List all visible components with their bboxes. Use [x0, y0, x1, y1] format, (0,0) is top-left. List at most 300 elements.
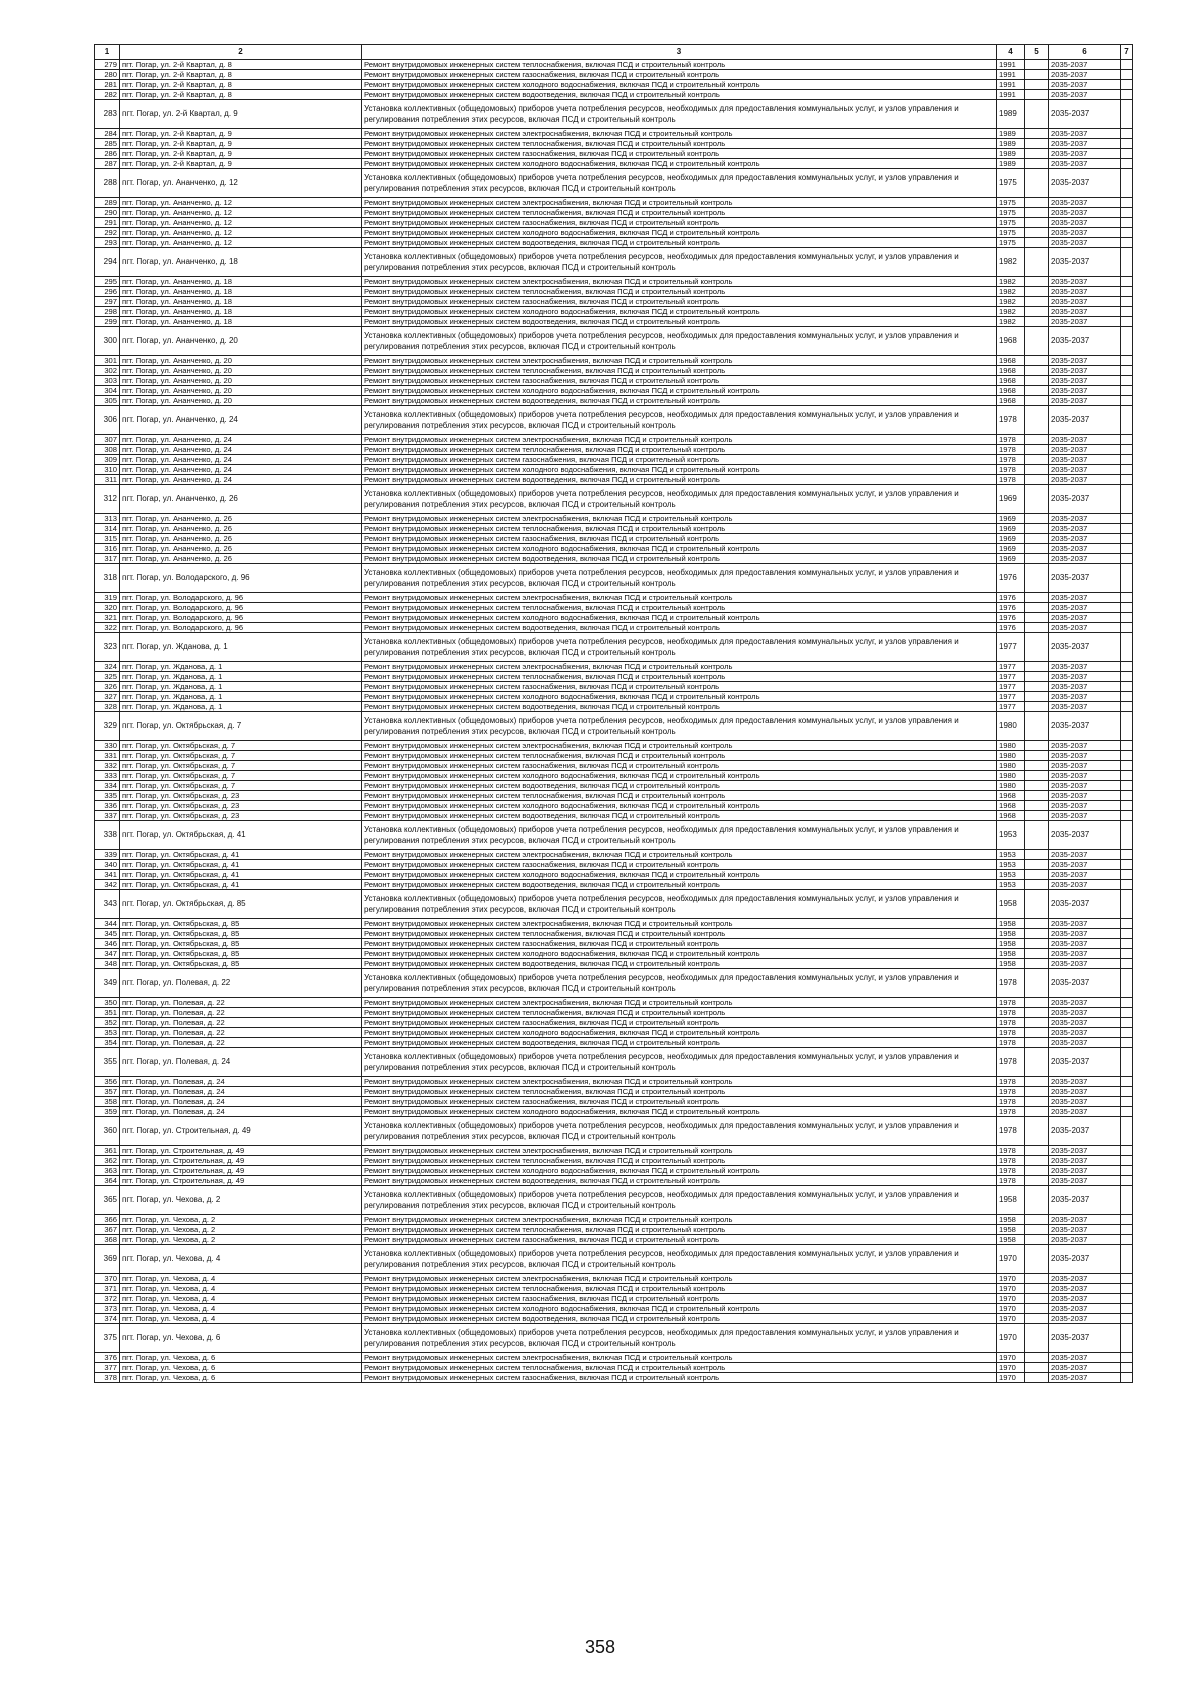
address: пгт. Погар, ул. Чехова, д. 6 [120, 1353, 362, 1363]
table-row [95, 1146, 1133, 1156]
period: 2035-2037 [1049, 475, 1121, 485]
year-built: 1970 [997, 1304, 1025, 1314]
row-number: 373 [95, 1304, 120, 1314]
work-type: Ремонт внутридомовых инженерных систем теплоснабжения, включая ПСД и строительный контроль [362, 1363, 997, 1373]
period: 2035-2037 [1049, 969, 1121, 998]
column-7 [1121, 1008, 1133, 1018]
period: 2035-2037 [1049, 860, 1121, 870]
year-built: 1958 [997, 949, 1025, 959]
column-7 [1121, 287, 1133, 297]
column-7 [1121, 327, 1133, 356]
table-row [95, 1235, 1133, 1245]
column-5 [1025, 1245, 1049, 1274]
work-type: Ремонт внутридомовых инженерных систем теплоснабжения, включая ПСД и строительный контроль [362, 1225, 997, 1235]
period: 2035-2037 [1049, 1077, 1121, 1087]
address: пгт. Погар, ул. Октябрьская, д. 85 [120, 890, 362, 919]
table-row [95, 801, 1133, 811]
row-number: 320 [95, 603, 120, 613]
column-5 [1025, 1117, 1049, 1146]
table-row [95, 287, 1133, 297]
row-number: 312 [95, 485, 120, 514]
table-row [95, 60, 1133, 70]
column-5 [1025, 702, 1049, 712]
work-type: Установка коллективных (общедомовых) приборов учета потребления ресурсов, необходимых для предоставления коммунальных услуг, и узлов управления и регулирования потребления этих ресурсов, включая ПСД и строительный контроль [362, 169, 997, 198]
column-5 [1025, 248, 1049, 277]
row-number: 321 [95, 613, 120, 623]
year-built: 1978 [997, 969, 1025, 998]
row-number: 339 [95, 850, 120, 860]
row-number: 325 [95, 672, 120, 682]
work-type: Ремонт внутридомовых инженерных систем газоснабжения, включая ПСД и строительный контроль [362, 939, 997, 949]
table-row [95, 860, 1133, 870]
address: пгт. Погар, ул. Жданова, д. 1 [120, 633, 362, 662]
period: 2035-2037 [1049, 1107, 1121, 1117]
address: пгт. Погар, ул. Чехова, д. 4 [120, 1304, 362, 1314]
period: 2035-2037 [1049, 850, 1121, 860]
row-number: 360 [95, 1117, 120, 1146]
period: 2035-2037 [1049, 919, 1121, 929]
period: 2035-2037 [1049, 386, 1121, 396]
year-built: 1978 [997, 1156, 1025, 1166]
column-5 [1025, 139, 1049, 149]
column-5 [1025, 1294, 1049, 1304]
year-built: 1982 [997, 317, 1025, 327]
address: пгт. Погар, ул. Ананченко, д. 26 [120, 514, 362, 524]
period: 2035-2037 [1049, 129, 1121, 139]
column-7 [1121, 959, 1133, 969]
column-7 [1121, 1097, 1133, 1107]
column-7 [1121, 1225, 1133, 1235]
year-built: 1970 [997, 1373, 1025, 1383]
table-row [95, 1176, 1133, 1186]
year-built: 1989 [997, 159, 1025, 169]
address: пгт. Погар, ул. Ананченко, д. 18 [120, 297, 362, 307]
row-number: 338 [95, 821, 120, 850]
address: пгт. Погар, ул. 2-й Квартал, д. 9 [120, 139, 362, 149]
address: пгт. Погар, ул. 2-й Квартал, д. 9 [120, 159, 362, 169]
address: пгт. Погар, ул. Октябрьская, д. 41 [120, 850, 362, 860]
table-row [95, 544, 1133, 554]
table-row [95, 159, 1133, 169]
year-built: 1968 [997, 356, 1025, 366]
table-row [95, 1117, 1133, 1146]
column-7 [1121, 603, 1133, 613]
table-row [95, 534, 1133, 544]
work-type: Ремонт внутридомовых инженерных систем холодного водоснабжения, включая ПСД и строительный контроль [362, 1304, 997, 1314]
address: пгт. Погар, ул. Чехова, д. 4 [120, 1314, 362, 1324]
address: пгт. Погар, ул. Ананченко, д. 20 [120, 386, 362, 396]
column-5 [1025, 712, 1049, 741]
table-row [95, 939, 1133, 949]
work-type: Ремонт внутридомовых инженерных систем газоснабжения, включая ПСД и строительный контроль [362, 682, 997, 692]
period: 2035-2037 [1049, 939, 1121, 949]
works-table [94, 44, 1133, 1383]
year-built: 1968 [997, 811, 1025, 821]
work-type: Ремонт внутридомовых инженерных систем электроснабжения, включая ПСД и строительный контроль [362, 593, 997, 603]
year-built: 1958 [997, 959, 1025, 969]
address: пгт. Погар, ул. Полевая, д. 24 [120, 1107, 362, 1117]
period: 2035-2037 [1049, 712, 1121, 741]
column-7 [1121, 366, 1133, 376]
work-type: Установка коллективных (общедомовых) приборов учета потребления ресурсов, необходимых для предоставления коммунальных услуг, и узлов управления и регулирования потребления этих ресурсов, включая ПСД и строительный контроль [362, 564, 997, 593]
table-row [95, 435, 1133, 445]
row-number: 279 [95, 60, 120, 70]
work-type: Ремонт внутридомовых инженерных систем холодного водоснабжения, включая ПСД и строительный контроль [362, 1107, 997, 1117]
row-number: 376 [95, 1353, 120, 1363]
address: пгт. Погар, ул. Октябрьская, д. 41 [120, 880, 362, 890]
period: 2035-2037 [1049, 80, 1121, 90]
work-type: Ремонт внутридомовых инженерных систем холодного водоснабжения, включая ПСД и строительный контроль [362, 544, 997, 554]
address: пгт. Погар, ул. Чехова, д. 2 [120, 1215, 362, 1225]
column-7 [1121, 1284, 1133, 1294]
column-5 [1025, 485, 1049, 514]
period: 2035-2037 [1049, 1284, 1121, 1294]
work-type: Ремонт внутридомовых инженерных систем теплоснабжения, включая ПСД и строительный контроль [362, 1156, 997, 1166]
column-7 [1121, 1166, 1133, 1176]
table-row [95, 406, 1133, 435]
period: 2035-2037 [1049, 485, 1121, 514]
work-type: Ремонт внутридомовых инженерных систем водоотведения, включая ПСД и строительный контроль [362, 702, 997, 712]
column-5 [1025, 1186, 1049, 1215]
address: пгт. Погар, ул. Октябрьская, д. 23 [120, 811, 362, 821]
year-built: 1977 [997, 672, 1025, 682]
address: пгт. Погар, ул. Ананченко, д. 20 [120, 356, 362, 366]
row-number: 322 [95, 623, 120, 633]
address: пгт. Погар, ул. Ананченко, д. 12 [120, 208, 362, 218]
work-type: Ремонт внутридомовых инженерных систем теплоснабжения, включая ПСД и строительный контроль [362, 1284, 997, 1294]
address: пгт. Погар, ул. Чехова, д. 4 [120, 1245, 362, 1274]
work-type: Ремонт внутридомовых инженерных систем водоотведения, включая ПСД и строительный контроль [362, 1038, 997, 1048]
address: пгт. Погар, ул. Октябрьская, д. 7 [120, 771, 362, 781]
address: пгт. Погар, ул. Чехова, д. 2 [120, 1186, 362, 1215]
year-built: 1970 [997, 1284, 1025, 1294]
column-5 [1025, 376, 1049, 386]
column-5 [1025, 1077, 1049, 1087]
row-number: 368 [95, 1235, 120, 1245]
column-5 [1025, 159, 1049, 169]
column-7 [1121, 998, 1133, 1008]
year-built: 1991 [997, 60, 1025, 70]
year-built: 1980 [997, 771, 1025, 781]
address: пгт. Погар, ул. 2-й Квартал, д. 8 [120, 70, 362, 80]
period: 2035-2037 [1049, 801, 1121, 811]
year-built: 1978 [997, 1028, 1025, 1038]
address: пгт. Погар, ул. Чехова, д. 6 [120, 1363, 362, 1373]
row-number: 347 [95, 949, 120, 959]
column-7 [1121, 672, 1133, 682]
period: 2035-2037 [1049, 692, 1121, 702]
row-number: 336 [95, 801, 120, 811]
work-type: Ремонт внутридомовых инженерных систем холодного водоснабжения, включая ПСД и строительный контроль [362, 228, 997, 238]
work-type: Установка коллективных (общедомовых) приборов учета потребления ресурсов, необходимых для предоставления коммунальных услуг, и узлов управления и регулирования потребления этих ресурсов, включая ПСД и строительный контроль [362, 969, 997, 998]
row-number: 329 [95, 712, 120, 741]
table-row [95, 475, 1133, 485]
year-built: 1976 [997, 564, 1025, 593]
work-type: Ремонт внутридомовых инженерных систем холодного водоснабжения, включая ПСД и строительный контроль [362, 613, 997, 623]
column-5 [1025, 791, 1049, 801]
work-type: Ремонт внутридомовых инженерных систем водоотведения, включая ПСД и строительный контроль [362, 781, 997, 791]
address: пгт. Погар, ул. Ананченко, д. 12 [120, 228, 362, 238]
address: пгт. Погар, ул. Октябрьская, д. 23 [120, 791, 362, 801]
column-5 [1025, 327, 1049, 356]
column-7 [1121, 554, 1133, 564]
work-type: Установка коллективных (общедомовых) приборов учета потребления ресурсов, необходимых для предоставления коммунальных услуг, и узлов управления и регулирования потребления этих ресурсов, включая ПСД и строительный контроль [362, 100, 997, 129]
period: 2035-2037 [1049, 998, 1121, 1008]
table-row [95, 327, 1133, 356]
header-cell-2: 2 [120, 45, 362, 60]
table-row [95, 1304, 1133, 1314]
period: 2035-2037 [1049, 149, 1121, 159]
column-7 [1121, 198, 1133, 208]
column-5 [1025, 435, 1049, 445]
work-type: Ремонт внутридомовых инженерных систем электроснабжения, включая ПСД и строительный контроль [362, 1353, 997, 1363]
period: 2035-2037 [1049, 870, 1121, 880]
column-7 [1121, 811, 1133, 821]
year-built: 1977 [997, 702, 1025, 712]
work-type: Установка коллективных (общедомовых) приборов учета потребления ресурсов, необходимых для предоставления коммунальных услуг, и узлов управления и регулирования потребления этих ресурсов, включая ПСД и строительный контроль [362, 1117, 997, 1146]
column-7 [1121, 238, 1133, 248]
year-built: 1978 [997, 445, 1025, 455]
table-row [95, 850, 1133, 860]
address: пгт. Погар, ул. Чехова, д. 6 [120, 1373, 362, 1383]
address: пгт. Погар, ул. Жданова, д. 1 [120, 672, 362, 682]
column-5 [1025, 534, 1049, 544]
column-7 [1121, 860, 1133, 870]
column-7 [1121, 1048, 1133, 1077]
work-type: Ремонт внутридомовых инженерных систем теплоснабжения, включая ПСД и строительный контроль [362, 1087, 997, 1097]
period: 2035-2037 [1049, 238, 1121, 248]
column-7 [1121, 386, 1133, 396]
row-number: 304 [95, 386, 120, 396]
table-row [95, 821, 1133, 850]
table-row [95, 1156, 1133, 1166]
address: пгт. Погар, ул. Володарского, д. 96 [120, 613, 362, 623]
row-number: 280 [95, 70, 120, 80]
address: пгт. Погар, ул. Жданова, д. 1 [120, 682, 362, 692]
address: пгт. Погар, ул. Полевая, д. 22 [120, 1018, 362, 1028]
address: пгт. Погар, ул. Октябрьская, д. 85 [120, 929, 362, 939]
table-row [95, 554, 1133, 564]
column-7 [1121, 1117, 1133, 1146]
table-row [95, 1314, 1133, 1324]
work-type: Ремонт внутридомовых инженерных систем электроснабжения, включая ПСД и строительный контроль [362, 356, 997, 366]
work-type: Ремонт внутридомовых инженерных систем теплоснабжения, включая ПСД и строительный контроль [362, 672, 997, 682]
address: пгт. Погар, ул. Жданова, д. 1 [120, 702, 362, 712]
period: 2035-2037 [1049, 702, 1121, 712]
year-built: 1975 [997, 169, 1025, 198]
table-row [95, 741, 1133, 751]
year-built: 1976 [997, 623, 1025, 633]
address: пгт. Погар, ул. Октябрьская, д. 7 [120, 761, 362, 771]
work-type: Ремонт внутридомовых инженерных систем теплоснабжения, включая ПСД и строительный контроль [362, 524, 997, 534]
year-built: 1958 [997, 1225, 1025, 1235]
address: пгт. Погар, ул. 2-й Квартал, д. 9 [120, 129, 362, 139]
address: пгт. Погар, ул. Октябрьская, д. 41 [120, 821, 362, 850]
table-row [95, 870, 1133, 880]
year-built: 1958 [997, 1186, 1025, 1215]
year-built: 1976 [997, 603, 1025, 613]
work-type: Ремонт внутридомовых инженерных систем газоснабжения, включая ПСД и строительный контроль [362, 70, 997, 80]
year-built: 1969 [997, 514, 1025, 524]
table-row [95, 1077, 1133, 1087]
row-number: 331 [95, 751, 120, 761]
column-7 [1121, 524, 1133, 534]
column-5 [1025, 1018, 1049, 1028]
column-5 [1025, 692, 1049, 702]
column-7 [1121, 692, 1133, 702]
table-row [95, 1324, 1133, 1353]
table-row [95, 317, 1133, 327]
work-type: Установка коллективных (общедомовых) приборов учета потребления ресурсов, необходимых для предоставления коммунальных услуг, и узлов управления и регулирования потребления этих ресурсов, включая ПСД и строительный контроль [362, 821, 997, 850]
row-number: 294 [95, 248, 120, 277]
column-5 [1025, 1314, 1049, 1324]
column-7 [1121, 623, 1133, 633]
period: 2035-2037 [1049, 1117, 1121, 1146]
period: 2035-2037 [1049, 465, 1121, 475]
work-type: Ремонт внутридомовых инженерных систем водоотведения, включая ПСД и строительный контроль [362, 811, 997, 821]
year-built: 1982 [997, 287, 1025, 297]
column-7 [1121, 228, 1133, 238]
address: пгт. Погар, ул. Ананченко, д. 24 [120, 465, 362, 475]
column-5 [1025, 1107, 1049, 1117]
work-type: Ремонт внутридомовых инженерных систем холодного водоснабжения, включая ПСД и строительный контроль [362, 386, 997, 396]
work-type: Ремонт внутридомовых инженерных систем электроснабжения, включая ПСД и строительный контроль [362, 741, 997, 751]
period: 2035-2037 [1049, 1294, 1121, 1304]
column-7 [1121, 791, 1133, 801]
column-7 [1121, 564, 1133, 593]
address: пгт. Погар, ул. Ананченко, д. 26 [120, 524, 362, 534]
year-built: 1968 [997, 801, 1025, 811]
period: 2035-2037 [1049, 1245, 1121, 1274]
year-built: 1978 [997, 998, 1025, 1008]
table-row [95, 1215, 1133, 1225]
year-built: 1958 [997, 1215, 1025, 1225]
period: 2035-2037 [1049, 60, 1121, 70]
address: пгт. Погар, ул. Полевая, д. 22 [120, 1028, 362, 1038]
work-type: Ремонт внутридомовых инженерных систем водоотведения, включая ПСД и строительный контроль [362, 1314, 997, 1324]
year-built: 1970 [997, 1245, 1025, 1274]
column-7 [1121, 1146, 1133, 1156]
period: 2035-2037 [1049, 139, 1121, 149]
row-number: 284 [95, 129, 120, 139]
period: 2035-2037 [1049, 623, 1121, 633]
table-row [95, 633, 1133, 662]
work-type: Ремонт внутридомовых инженерных систем электроснабжения, включая ПСД и строительный контроль [362, 129, 997, 139]
address: пгт. Погар, ул. 2-й Квартал, д. 9 [120, 149, 362, 159]
year-built: 1953 [997, 870, 1025, 880]
table-row [95, 919, 1133, 929]
year-built: 1958 [997, 929, 1025, 939]
row-number: 364 [95, 1176, 120, 1186]
year-built: 1969 [997, 485, 1025, 514]
address: пгт. Погар, ул. Ананченко, д. 18 [120, 248, 362, 277]
year-built: 1968 [997, 386, 1025, 396]
column-7 [1121, 70, 1133, 80]
period: 2035-2037 [1049, 514, 1121, 524]
column-5 [1025, 524, 1049, 534]
table-row [95, 169, 1133, 198]
work-type: Ремонт внутридомовых инженерных систем холодного водоснабжения, включая ПСД и строительный контроль [362, 949, 997, 959]
table-row [95, 297, 1133, 307]
column-5 [1025, 356, 1049, 366]
work-type: Установка коллективных (общедомовых) приборов учета потребления ресурсов, необходимых для предоставления коммунальных услуг, и узлов управления и регулирования потребления этих ресурсов, включая ПСД и строительный контроль [362, 1048, 997, 1077]
work-type: Ремонт внутридомовых инженерных систем электроснабжения, включая ПСД и строительный контроль [362, 514, 997, 524]
address: пгт. Погар, ул. Полевая, д. 24 [120, 1077, 362, 1087]
address: пгт. Погар, ул. 2-й Квартал, д. 8 [120, 60, 362, 70]
address: пгт. Погар, ул. Ананченко, д. 24 [120, 435, 362, 445]
row-number: 318 [95, 564, 120, 593]
period: 2035-2037 [1049, 603, 1121, 613]
period: 2035-2037 [1049, 1314, 1121, 1324]
column-7 [1121, 1294, 1133, 1304]
table-row [95, 524, 1133, 534]
table-row [95, 1186, 1133, 1215]
year-built: 1980 [997, 761, 1025, 771]
work-type: Ремонт внутридомовых инженерных систем водоотведения, включая ПСД и строительный контроль [362, 238, 997, 248]
year-built: 1970 [997, 1353, 1025, 1363]
year-built: 1968 [997, 376, 1025, 386]
column-5 [1025, 1235, 1049, 1245]
address: пгт. Погар, ул. Ананченко, д. 24 [120, 445, 362, 455]
year-built: 1953 [997, 860, 1025, 870]
row-number: 354 [95, 1038, 120, 1048]
address: пгт. Погар, ул. Октябрьская, д. 7 [120, 751, 362, 761]
column-7 [1121, 317, 1133, 327]
column-5 [1025, 672, 1049, 682]
column-7 [1121, 633, 1133, 662]
work-type: Установка коллективных (общедомовых) приборов учета потребления ресурсов, необходимых для предоставления коммунальных услуг, и узлов управления и регулирования потребления этих ресурсов, включая ПСД и строительный контроль [362, 406, 997, 435]
column-5 [1025, 208, 1049, 218]
period: 2035-2037 [1049, 524, 1121, 534]
address: пгт. Погар, ул. Ананченко, д. 18 [120, 287, 362, 297]
column-5 [1025, 1225, 1049, 1235]
row-number: 297 [95, 297, 120, 307]
column-5 [1025, 277, 1049, 287]
address: пгт. Погар, ул. Полевая, д. 22 [120, 1008, 362, 1018]
column-7 [1121, 850, 1133, 860]
column-5 [1025, 60, 1049, 70]
table-row [95, 485, 1133, 514]
work-type: Ремонт внутридомовых инженерных систем водоотведения, включая ПСД и строительный контроль [362, 959, 997, 969]
year-built: 1982 [997, 248, 1025, 277]
column-7 [1121, 376, 1133, 386]
year-built: 1953 [997, 821, 1025, 850]
column-7 [1121, 1373, 1133, 1383]
address: пгт. Погар, ул. Володарского, д. 96 [120, 564, 362, 593]
address: пгт. Погар, ул. Чехова, д. 4 [120, 1294, 362, 1304]
work-type: Ремонт внутридомовых инженерных систем газоснабжения, включая ПСД и строительный контроль [362, 1018, 997, 1028]
column-7 [1121, 949, 1133, 959]
column-7 [1121, 80, 1133, 90]
column-5 [1025, 821, 1049, 850]
column-7 [1121, 248, 1133, 277]
row-number: 367 [95, 1225, 120, 1235]
year-built: 1978 [997, 475, 1025, 485]
row-number: 365 [95, 1186, 120, 1215]
row-number: 308 [95, 445, 120, 455]
column-5 [1025, 198, 1049, 208]
work-type: Ремонт внутридомовых инженерных систем холодного водоснабжения, включая ПСД и строительный контроль [362, 159, 997, 169]
row-number: 342 [95, 880, 120, 890]
column-7 [1121, 100, 1133, 129]
address: пгт. Погар, ул. Ананченко, д. 20 [120, 366, 362, 376]
row-number: 306 [95, 406, 120, 435]
row-number: 335 [95, 791, 120, 801]
work-type: Ремонт внутридомовых инженерных систем холодного водоснабжения, включая ПСД и строительный контроль [362, 692, 997, 702]
period: 2035-2037 [1049, 682, 1121, 692]
work-type: Ремонт внутридомовых инженерных систем теплоснабжения, включая ПСД и строительный контроль [362, 445, 997, 455]
address: пгт. Погар, ул. Октябрьская, д. 7 [120, 741, 362, 751]
